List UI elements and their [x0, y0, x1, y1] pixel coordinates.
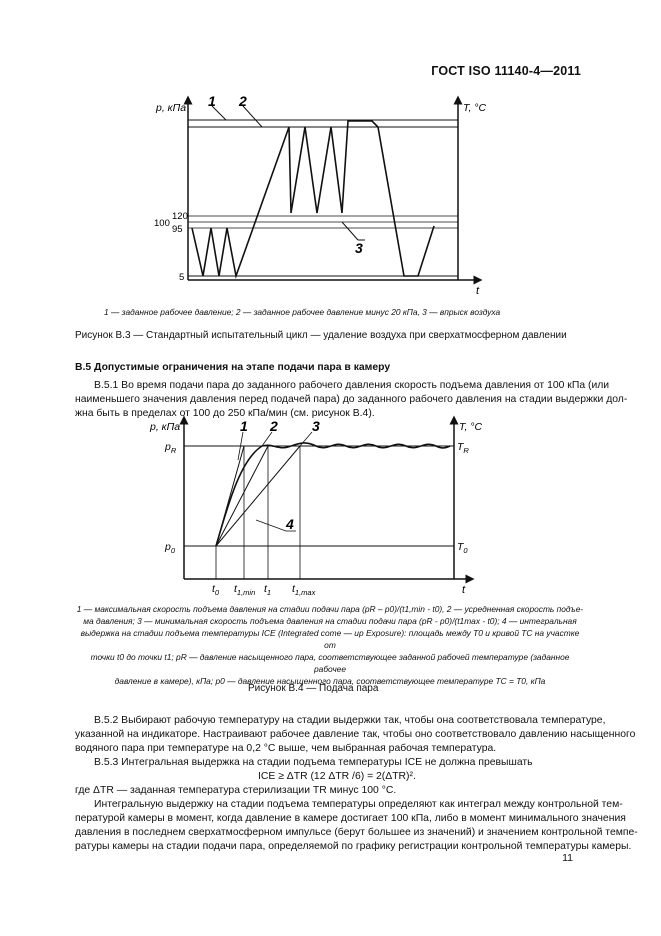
figure-b4-caption: Рисунок В.4 — Подача пара	[248, 683, 379, 694]
legend-line-3: выдержка на стадии подъема температуры ICE (Integrated come — up Exposure): площадь между T0 и кривой TC на участке от	[80, 628, 580, 650]
TR-label: T	[457, 441, 464, 453]
legend-line-5: давление в камере), кПа; p0 — давление насыщенного пара, соответствующее температуре TC = T0, кПа	[114, 676, 546, 686]
document-header: ГОСТ ISO 11140-4—2011	[431, 64, 581, 78]
svg-text:T0	[457, 541, 468, 555]
figure-b4-graph	[0, 410, 661, 600]
curve-label-3: 3	[355, 240, 363, 256]
curve-label-3: 3	[312, 418, 320, 434]
curve-label-1: 1	[240, 418, 248, 434]
svg-text:t1,max: $t_{1,max}$	[292, 583, 316, 597]
y2-axis-label: T, °C	[463, 102, 487, 114]
y-axis-label: p, кПа	[156, 102, 187, 114]
t1min-label: t	[234, 583, 237, 595]
figure-b3-caption: Рисунок В.3 — Стандартный испытательный цикл — удаление воздуха при сверхатмосферном давлении	[75, 330, 567, 341]
curve-label-2: 2	[270, 418, 278, 434]
y2-axis-label: T, °C	[459, 421, 483, 433]
section-b53-line1: В.5.3 Интегральная выдержка на стадии подъема температуры ICE не должна превышать	[94, 757, 533, 768]
section-b52-line1: В.5.2 Выбирают рабочую температуру на стадии выдержки так, чтобы она соответствовала температуре,	[94, 715, 606, 726]
p0-sub: 0	[170, 546, 176, 555]
leader-3	[342, 222, 358, 240]
tick-100: 100	[154, 218, 170, 229]
curve-label-4: 4	[286, 516, 294, 532]
section-b53-line4: пературой камеры в момент, когда давление в камере достигает 100 кПа, либо в момент минимального значения	[75, 813, 626, 824]
section-b53-line2: где ΔTR — заданная температура стерилизации TR минус 100 °С.	[75, 785, 397, 796]
t1max-label: t	[292, 583, 295, 595]
svg-text:t1: $t_1$	[264, 583, 272, 597]
svg-text:t1,min: $t_{1,min}$	[234, 583, 256, 597]
leader-2	[262, 432, 272, 446]
pR-label: p	[165, 441, 171, 453]
curve-label-1: 1	[208, 93, 216, 109]
t1-label: t	[264, 583, 267, 595]
curve-label-2: 2	[239, 93, 247, 109]
leader-4	[256, 520, 286, 531]
section-b53-formula: ICE ≥ ΔTR (12 ΔTR /6) = 2(ΔTR)².	[258, 771, 416, 782]
pR-sub: R	[170, 446, 177, 455]
pressure-curve	[216, 443, 450, 546]
section-b53-line3: Интегральную выдержку на стадии подъема температуры определяют как интеграл между контрольной тем-	[94, 799, 623, 810]
tick-95: 95	[172, 224, 183, 235]
T0-label: T	[457, 541, 464, 553]
svg-text:pR	[164, 441, 177, 455]
p0-label: p	[165, 541, 171, 553]
y-axis-label: p, кПа	[150, 421, 181, 433]
section-b5-1-line3: жна быть в пределах от 100 до 250 кПа/мин (см. рисунок В.4).	[75, 408, 375, 419]
figure-b4	[0, 410, 661, 600]
legend-line-2: ма давления; 3 — минимальная скорость подъема давления на стадии подачи пара (pR - p0)/(t1max - t0); 4 — интегральная	[83, 616, 577, 626]
svg-text:p0	[164, 541, 176, 555]
svg-text:t0: $t_0$	[212, 583, 220, 597]
tick-5: 5	[179, 272, 185, 283]
figure-b3-legend: 1 — заданное рабочее давление; 2 — заданное рабочее давление минус 20 кПа, 3 — впрыск воздуха	[104, 307, 501, 317]
figure-b4-legend	[75, 603, 585, 687]
pressure-cycle-curve	[192, 121, 434, 276]
section-b52-line2: указанной на индикаторе. Настраивают рабочее давление так, чтобы оно соответствовало давлению насыщенного	[75, 729, 636, 740]
figure-b3-graph	[0, 0, 661, 300]
tick-120: 120	[172, 211, 188, 222]
svg-text:TR	[457, 441, 469, 455]
t0-label: t	[212, 583, 215, 595]
x-axis-label: t	[462, 584, 466, 596]
leader-2	[243, 106, 262, 127]
legend-line-1: 1 — максимальная скорость подъема давления на стадии подачи пара (pR – p0)/(t1,min - t0), 2 — усредненная скорость подъе-	[76, 604, 584, 614]
page-number: 11	[562, 852, 573, 864]
avg-rate-line	[216, 446, 268, 546]
TR-sub: R	[463, 446, 469, 455]
section-b52-line3: водяного пара при температуре на 0,2 °С выше, чем выбранная рабочая температура.	[75, 743, 497, 754]
section-b53-line6: ратуры камеры на стадии подачи пара, определяемой по графику регистрации контрольной температуры камеры.	[75, 841, 632, 852]
T0-sub: 0	[463, 546, 468, 555]
section-b5-heading: В.5 Допустимые ограничения на этапе подачи пара в камеру	[75, 362, 391, 373]
figure-b3	[0, 0, 661, 300]
x-axis-label: t	[476, 285, 480, 297]
section-b53-line5: давления в последнем сверхатмосферном импульсе (берут большее из значений) и значением контрольной темпе-	[75, 827, 638, 838]
section-b5-1-line2: наименьшего значения давления перед подачей пара) до заданного рабочего давления на стадии выдержки дол-	[75, 394, 628, 405]
legend-line-4: точки t0 до точки t1; pR — давление насыщенного пара, соответствующее заданной рабочей температуре (заданное рабочее	[90, 652, 570, 674]
section-b5-1-line1: В.5.1 Во время подачи пара до заданного рабочего давления скорость подъема давления от 100 кПа (или	[94, 380, 610, 391]
